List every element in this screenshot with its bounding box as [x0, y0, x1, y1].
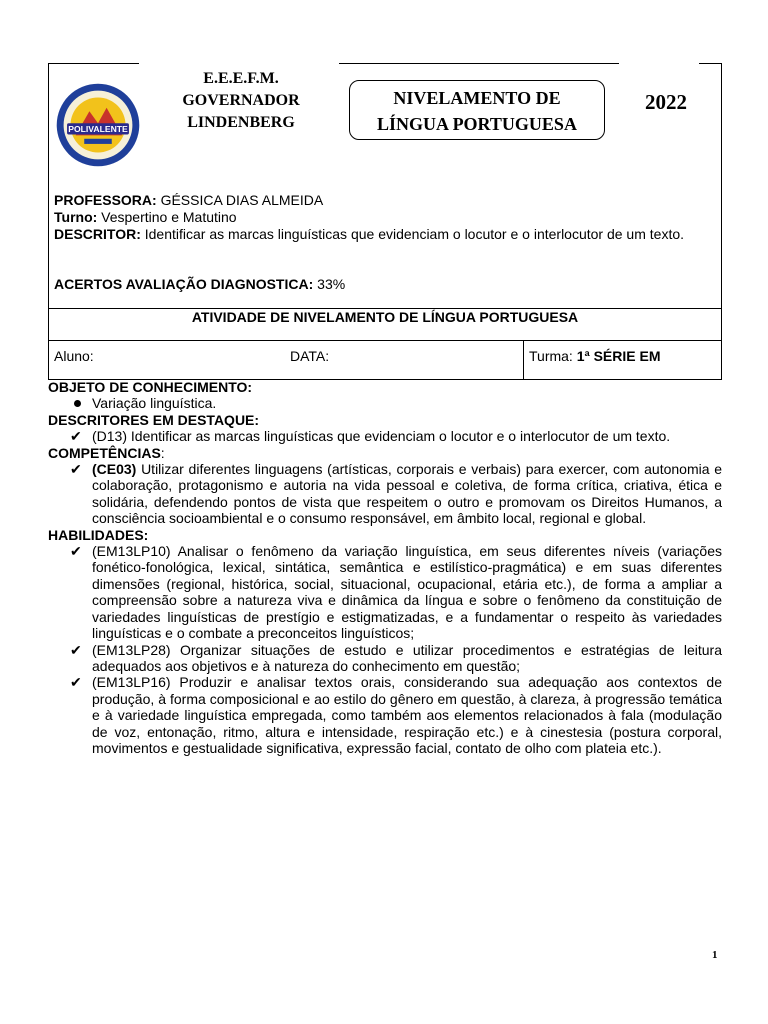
frame-gap — [139, 62, 339, 65]
title-line-2: LÍNGUA PORTUGUESA — [377, 114, 577, 134]
list-item-text: Variação linguística. — [92, 395, 217, 412]
check-icon: ✔ — [70, 461, 82, 478]
acertos — [54, 276, 345, 293]
objeto-heading: OBJETO DE CONHECIMENTO: — [48, 379, 253, 395]
list-item — [48, 428, 722, 444]
data-label: DATA: — [290, 348, 330, 364]
competencia-code: (CE03) — [92, 461, 137, 478]
competencias-colon: : — [160, 444, 165, 461]
professora-label: PROFESSORA: — [54, 192, 157, 208]
title-box — [349, 80, 605, 140]
competencias-title: COMPETÊNCIAS — [48, 444, 161, 461]
acertos-value: 33% — [313, 276, 346, 292]
habilidades-heading: HABILIDADES: — [48, 526, 149, 543]
list-item — [48, 395, 722, 411]
list-item-text: (EM13LP28) Organizar situações de estudo e utilizar procedimentos e estratégias de leitura adequados aos objetivos e à natureza do conhecimento em questão; — [92, 641, 722, 674]
header-frame — [48, 63, 722, 380]
school-line-1: E.E.E.F.M. — [203, 70, 279, 87]
aluno-label: Aluno: — [54, 348, 94, 364]
year: 2022 — [645, 90, 687, 114]
descritor-label: DESCRITOR: — [54, 226, 141, 242]
logo-center-text: POLIVALENTE — [68, 123, 128, 134]
turma-cell — [529, 348, 660, 364]
check-icon: ✔ — [70, 641, 82, 658]
list-item — [48, 461, 722, 527]
page-number: 1 — [712, 949, 718, 961]
acertos-label: ACERTOS AVALIAÇÃO DIAGNOSTICA: — [54, 276, 314, 292]
frame-gap — [619, 62, 699, 65]
school-line-2: GOVERNADOR — [182, 92, 300, 109]
school-line-3: LINDENBERG — [187, 114, 295, 131]
professora-value: GÉSSICA DIAS ALMEIDA — [156, 192, 324, 208]
turma-value: 1ª SÉRIE EM — [576, 348, 661, 364]
turno-label: Turno: — [54, 209, 98, 225]
divider — [49, 340, 721, 341]
list-item — [48, 674, 722, 756]
competencias-heading — [48, 445, 722, 461]
list-item — [48, 642, 722, 675]
list-item-text: (EM13LP16) Produzir e analisar textos orais, considerando sua adequação aos contextos de produção, à forma composicional e ao estilo do gênero em questão, à clareza, à progressão temática e à variedade linguística empregada, como também aos elementos relacionados à fala (modulação de voz, entonação, ritmo, altura e intensidade, respiração etc.) e à cinestesia (postura corporal, movimentos e gestualidade significativa, expressão facial, contato de olho com plateia etc.). — [92, 674, 722, 756]
content — [48, 379, 722, 756]
cell-divider — [523, 340, 524, 380]
check-icon: ✔ — [70, 674, 82, 691]
school-seal-icon — [55, 82, 141, 168]
list-item-text: Utilizar diferentes linguagens (artísticas, corporais e verbais) para exercer, com autonomia e colaboração, protagonismo e autoria na vida pessoal e coletiva, de forma crítica, criativa, ética e solidária, defendendo pontos de vista que respeitem o outro e promovam os Direitos Humanos, a consciência socioambiental e o consumo responsável, em âmbito local, regional e global. — [92, 461, 722, 527]
descritor-value: Identificar as marcas linguísticas que evidenciam o locutor e o interlocutor de um texto. — [140, 226, 685, 242]
list-item — [48, 543, 722, 641]
bullet-icon — [74, 400, 81, 407]
turma-label: Turma: — [529, 348, 577, 364]
turno-value: Vespertino e Matutino — [97, 209, 237, 225]
check-icon: ✔ — [70, 428, 82, 445]
activity-title: ATIVIDADE DE NIVELAMENTO DE LÍNGUA PORTUGUESA — [191, 309, 579, 325]
teacher-info — [54, 192, 714, 243]
list-item-text: (D13) Identificar as marcas linguísticas que evidenciam o locutor e o interlocutor de um texto. — [92, 428, 671, 445]
check-icon: ✔ — [70, 543, 82, 560]
list-item-text: (EM13LP10) Analisar o fenômeno da variação linguística, em seus diferentes níveis (variações fonético-fonológica, lexical, sintática, semântica e estilístico-pragmática) e em suas diferentes dimensões (regional, histórica, social, situacional, ocupacional, etária etc.), de forma a ampliar a compreensão sobre a natureza viva e dinâmica da língua e sobre o fenômeno da constituição de variedades linguísticas de prestígio e estigmatizadas, e a fundamentar o respeito às variedades linguísticas e o combate a preconceitos linguísticos; — [92, 543, 722, 642]
title-line-1: NIVELAMENTO DE — [393, 88, 561, 108]
school-name — [161, 68, 321, 134]
descritores-heading: DESCRITORES EM DESTAQUE: — [48, 411, 260, 428]
